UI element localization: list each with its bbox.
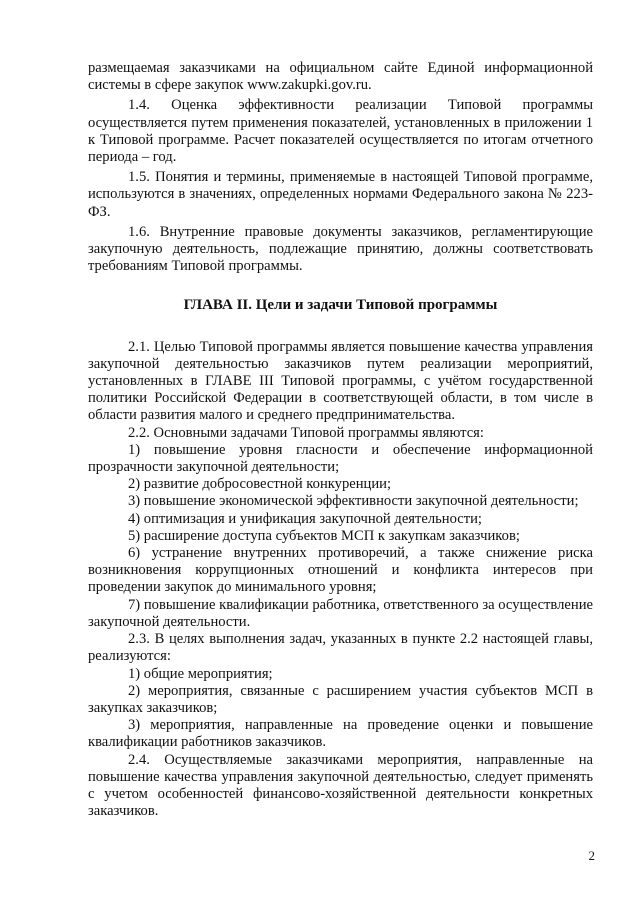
paragraph-2-1: 2.1. Целью Типовой программы является повышение качества управления закупочной деятельностью заказчиков путем реализации мероприятий, установленных в ГЛАВЕ III Типовой программы, с учётом государственной политики Российской Федерации в соответствующей области, в том числе в области развития малого и среднего предпринимательства. xyxy=(88,338,593,424)
paragraph-1-6: 1.6. Внутренние правовые документы заказчиков, регламентирующие закупочную деятельность, подлежащие принятию, должны соответствовать требованиям Типовой программы. xyxy=(88,223,593,275)
list-item: 6) устранение внутренних противоречий, а также снижение риска возникновения коррупционных отношений и конфликта интересов при проведении закупок до минимального уровня; xyxy=(88,545,593,596)
document-body xyxy=(88,60,593,820)
paragraph-1-4: 1.4. Оценка эффективности реализации Типовой программы осуществляется путем применения показателей, установленных в приложении 1 к Типовой программе. Расчет показателей осуществляется по итогам отчетного периода – год. xyxy=(88,97,593,166)
paragraph-1-5: 1.5. Понятия и термины, применяемые в настоящей Типовой программе, используются в значениях, определенных нормами Федерального закона № 223-ФЗ. xyxy=(88,169,593,220)
list-item: 2) мероприятия, связанные с расширением участия субъектов МСП в закупках заказчиков; xyxy=(88,682,593,716)
paragraph-2-3: 2.3. В целях выполнения задач, указанных в пункте 2.2 настоящей главы, реализуются: xyxy=(88,631,593,665)
list-item: 4) оптимизация и унификация закупочной деятельности; xyxy=(128,510,482,527)
paragraph-2-2: 2.2. Основными задачами Типовой программы являются: xyxy=(128,424,484,441)
list-item: 1) повышение уровня гласности и обеспечение информационной прозрачности закупочной деятельности; xyxy=(88,441,593,476)
page-number: 2 xyxy=(588,848,595,863)
list-item: 2) развитие добросовестной конкуренции; xyxy=(128,476,392,493)
list-item: 7) повышение квалификации работника, ответственного за осуществление закупочной деятельности. xyxy=(88,596,593,630)
chapter-heading: ГЛАВА II. Цели и задачи Типовой программы xyxy=(183,297,498,314)
list-item: 1) общие мероприятия; xyxy=(128,665,273,682)
paragraph-continuation: размещаемая заказчиками на официальном сайте Единой информационной системы в сфере закупок www.zakupki.gov.ru. xyxy=(88,60,593,94)
paragraph-2-4: 2.4. Осуществляемые заказчиками мероприятия, направленные на повышение качества управления закупочной деятельностью, следует применять с учетом особенностей финансово-хозяйственной деятельности конкретных заказчиков. xyxy=(88,751,593,820)
list-item: 3) мероприятия, направленные на проведение оценки и повышение квалификации работников заказчиков. xyxy=(88,717,593,751)
list-item: 5) расширение доступа субъектов МСП к закупкам заказчиков; xyxy=(128,527,520,544)
list-item: 3) повышение экономической эффективности закупочной деятельности; xyxy=(128,493,579,510)
